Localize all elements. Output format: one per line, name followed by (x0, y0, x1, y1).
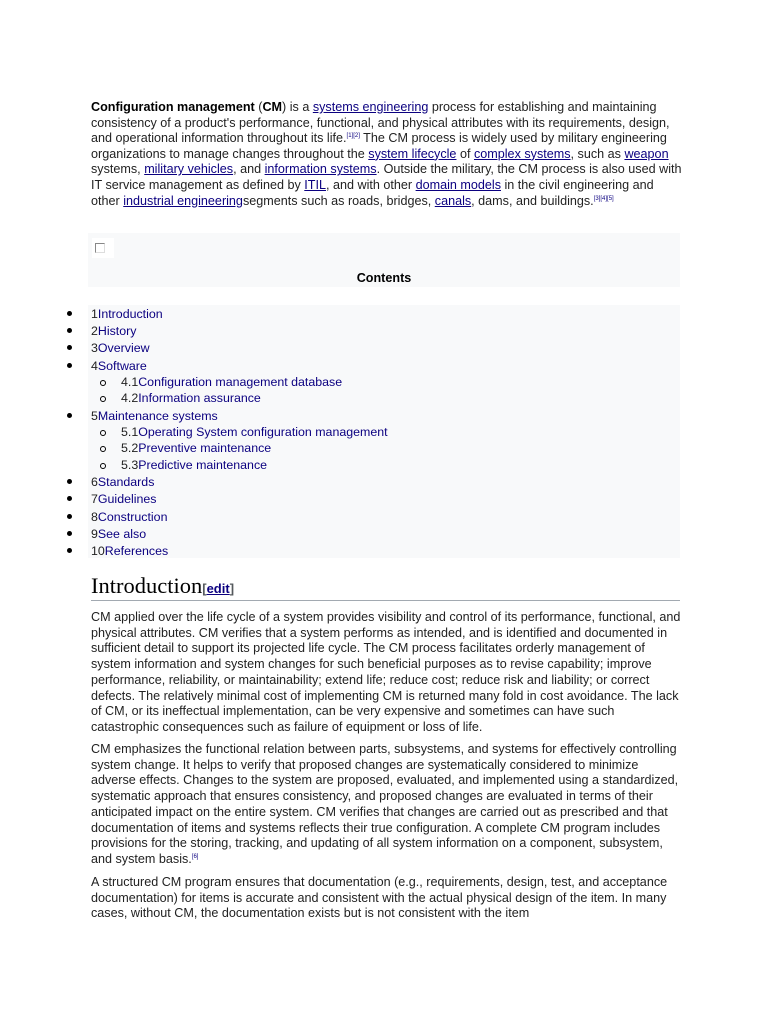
link-complex-systems[interactable]: complex systems (473, 146, 571, 161)
bullet-icon (67, 548, 72, 553)
link-military-vehicles[interactable]: military vehicles (144, 162, 234, 177)
bullet-icon (67, 531, 72, 536)
lead-text: The CM process is widely used by military engineering organizations to manage changes throughout the (91, 131, 667, 161)
edit-bracket-open: [ (202, 581, 207, 596)
lead-text: ) is a (282, 100, 313, 114)
toc-link[interactable]: Operating System configuration management (138, 425, 388, 439)
toc-item-references[interactable] (91, 543, 168, 559)
edit-link[interactable]: edit (206, 581, 230, 596)
citation-6[interactable]: [6] (191, 853, 199, 860)
toc-item-see-also[interactable] (91, 526, 146, 542)
toc-item-history[interactable] (91, 323, 136, 339)
toc-number: 7 (91, 492, 98, 506)
lead-bold-term: Configuration management (91, 100, 255, 114)
section-heading-text: Introduction (91, 573, 203, 598)
toc-number: 5 (91, 409, 98, 423)
intro-paragraph-3: A structured CM program ensures that documentation (e.g., requirements, design, test, and acceptance documentation) for items is accurate and consistent with the actual physical design of the item. In many cases, without CM, the documentation exists but is not consistent with the item (91, 875, 668, 921)
toc-number: 4.1 (121, 375, 139, 389)
toc-item-os-config-management[interactable] (121, 424, 388, 440)
toc-number: 6 (91, 475, 98, 489)
toc-item-cmdb[interactable] (121, 374, 342, 390)
toc-item-construction[interactable] (91, 509, 167, 525)
lead-bold-abbr: CM (262, 100, 283, 114)
toc-number: 5.2 (121, 441, 139, 455)
lead-text: process for establishing and maintaining consistency of a product's performance, functional, and physical attributes with its requirements, design, and operational information throughout its life. (91, 100, 670, 146)
toc-header (88, 233, 680, 287)
lead-text: systems, (91, 162, 145, 177)
circle-bullet-icon (100, 380, 106, 386)
toc-item-overview[interactable] (91, 340, 150, 356)
toc-link[interactable]: References (104, 544, 169, 558)
citation-3-4-5[interactable]: [3][4][5] (593, 195, 614, 202)
circle-bullet-icon (100, 430, 106, 436)
bullet-icon (67, 479, 72, 484)
toc-title: Contents (356, 271, 412, 285)
toc-link[interactable]: Maintenance systems (97, 409, 218, 423)
toc-link[interactable]: Construction (97, 510, 168, 524)
link-information-systems[interactable]: information systems (264, 162, 377, 177)
circle-bullet-icon (100, 463, 106, 469)
toc-link[interactable]: Guidelines (97, 492, 157, 506)
bullet-icon (67, 345, 72, 350)
section-heading-introduction (91, 572, 680, 601)
toc-number: 4 (91, 359, 98, 373)
lead-text: . Outside the military, the CM process is also used with IT service management as defined by (91, 162, 682, 192)
toc-toggle[interactable] (92, 238, 114, 258)
toc-item-standards[interactable] (91, 474, 154, 490)
link-domain-models[interactable]: domain models (415, 177, 501, 192)
toc-number: 5.1 (121, 425, 139, 439)
toc-number: 8 (91, 510, 98, 524)
toc-link[interactable]: Configuration management database (138, 375, 343, 389)
toc-item-software[interactable] (91, 358, 147, 374)
toc-link[interactable]: Information assurance (138, 391, 261, 405)
lead-text: , and with other (325, 177, 416, 192)
toc-link[interactable]: Overview (97, 341, 150, 355)
lead-paragraph (91, 100, 683, 209)
bullet-icon (67, 413, 72, 418)
toc-item-introduction[interactable] (91, 306, 163, 322)
link-weapon[interactable]: weapon (624, 146, 669, 161)
toc-toggle-checkbox-icon[interactable] (95, 243, 105, 253)
toc-item-information-assurance[interactable] (121, 390, 261, 406)
bullet-icon (67, 496, 72, 501)
link-system-lifecycle[interactable]: system lifecycle (368, 146, 457, 161)
toc-item-predictive-maintenance[interactable] (121, 457, 267, 473)
lead-text: , such as (570, 146, 625, 161)
circle-bullet-icon (100, 446, 106, 452)
link-canals[interactable]: canals (434, 193, 472, 208)
toc-number: 10 (91, 544, 105, 558)
intro-paragraph-2 (91, 742, 683, 868)
link-itil[interactable]: ITIL (304, 177, 326, 192)
toc-item-guidelines[interactable] (91, 491, 156, 507)
toc-link[interactable]: Introduction (97, 307, 163, 321)
bullet-icon (67, 328, 72, 333)
lead-text: ( (254, 100, 263, 114)
bullet-icon (67, 311, 72, 316)
toc-link[interactable]: Preventive maintenance (138, 441, 272, 455)
link-systems-engineering[interactable]: systems engineering (312, 100, 429, 114)
toc-number: 9 (91, 527, 98, 541)
edit-section-link (202, 581, 234, 596)
link-industrial-engineering[interactable]: industrial engineering (123, 193, 243, 208)
toc-item-maintenance-systems[interactable] (91, 408, 218, 424)
lead-text: in the civil engineering and other (91, 177, 654, 208)
paragraph-text: CM emphasizes the functional relation between parts, subsystems, and systems for effectively controlling system change. It helps to verify that proposed changes are systematically considered to minimize adverse effects. Changes to the system are proposed, evaluated, and implemented using a standardized, systematic approach that ensures consistency, and proposed changes are evaluated in terms of their anticipated impact on the entire system. CM verifies that changes are carried out as prescribed and that documentation of items and systems reflects their true configuration. A complete CM program includes provisions for the storing, tracking, and updating of all system information on a component, subsystem, and system basis. (91, 742, 679, 866)
toc-link[interactable]: Software (97, 359, 147, 373)
circle-bullet-icon (100, 396, 106, 402)
edit-bracket-close: ] (229, 581, 235, 596)
toc-link[interactable]: Standards (97, 475, 155, 489)
citation-1-2[interactable]: [1][2] (346, 133, 360, 140)
toc-link[interactable]: See also (97, 527, 147, 541)
toc-item-preventive-maintenance[interactable] (121, 440, 271, 456)
toc-number: 3 (91, 341, 98, 355)
bullet-icon (67, 514, 72, 519)
lead-text: segments such as roads, bridges, (242, 193, 435, 208)
toc-number: 5.3 (121, 458, 139, 472)
bullet-icon (67, 363, 72, 368)
toc-number: 2 (91, 324, 98, 338)
lead-text: , dams, and buildings. (471, 193, 594, 208)
toc-link[interactable]: Predictive maintenance (138, 458, 268, 472)
lead-text: , and (233, 162, 265, 177)
lead-text: of (456, 146, 474, 161)
intro-paragraph-1: CM applied over the life cycle of a system provides visibility and control of its performance, functional, and physical attributes. CM verifies that a system performs as intended, and is identified and documented in sufficient detail to support its projected life cycle. The CM process facilitates orderly management of system information and system changes for such beneficial purposes as to revise capability; improve performance, reliability, or maintainability; extend life; reduce cost; reduce risk and liability; or correct defects. The relatively minimal cost of implementing CM is returned many fold in cost avoidance. The lack of CM, or its ineffectual implementation, can be very expensive and sometimes can have such catastrophic consequences such as failure of equipment or loss of life. (91, 610, 681, 734)
toc-number: 1 (91, 307, 98, 321)
toc-number: 4.2 (121, 391, 139, 405)
toc-link[interactable]: History (97, 324, 137, 338)
